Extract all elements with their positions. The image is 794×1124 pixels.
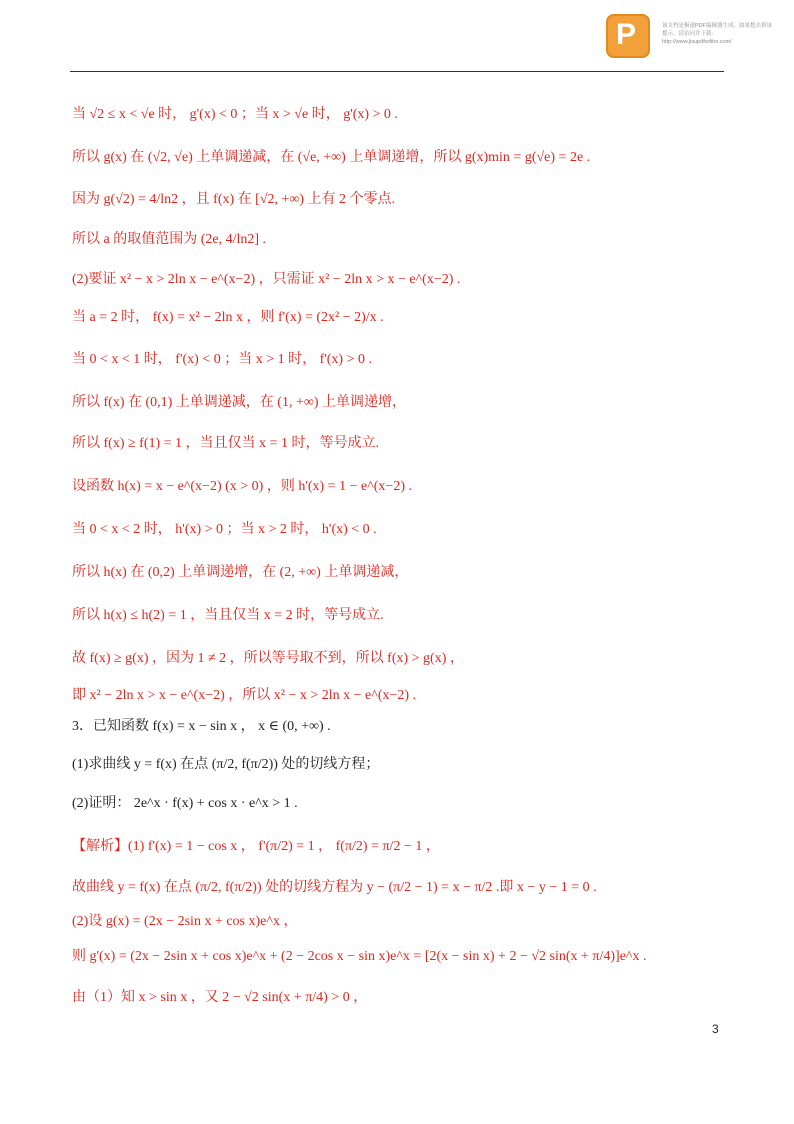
text-line: 由（1）知 x > sin x ，又 2 − √2 sin(x + π/4) > 0 ， — [72, 990, 368, 1005]
text-line: 当 0 < x < 2 时， h'(x) > 0 ；当 x > 2 时， h'(x) < 0 . — [72, 522, 377, 537]
header-divider — [70, 71, 724, 72]
text-line: 设函数 h(x) = x − e^(x−2) (x > 0) ，则 h'(x) = 1 − e^(x−2) . — [72, 479, 412, 494]
text-line: (1)求曲线 y = f(x) 在点 (π/2, f(π/2)) 处的切线方程； — [72, 757, 380, 772]
text-line: 【解析】(1) f'(x) = 1 − cos x ， f'(π/2) = 1 ， f(π/2) = π/2 − 1 ， — [72, 839, 440, 854]
pdf-editor-logo-icon — [606, 14, 650, 58]
text-line: 即 x² − 2ln x > x − e^(x−2) ，所以 x² − x > 2ln x − e^(x−2) . — [72, 688, 417, 703]
text-line: 所以 h(x) ≤ h(2) = 1 ，当且仅当 x = 2 时，等号成立. — [72, 608, 384, 623]
text-line: 则 g'(x) = (2x − 2sin x + cos x)e^x + (2 − 2cos x − sin x)e^x = [2(x − sin x) + 2 − √2 sin(x + π/4)]e^x . — [72, 949, 647, 964]
text-line: (2)证明： 2e^x · f(x) + cos x · e^x > 1 . — [72, 796, 298, 811]
page-header — [0, 0, 794, 80]
text-line: 故曲线 y = f(x) 在点 (π/2, f(π/2)) 处的切线方程为 y − (π/2 − 1) = x − π/2 .即 x − y − 1 = 0 . — [72, 880, 597, 895]
page-number: 3 — [712, 1022, 719, 1036]
text-line: (2)要证 x² − x > 2ln x − e^(x−2) ，只需证 x² − 2ln x > x − e^(x−2) . — [72, 272, 461, 287]
text-line: 所以 g(x) 在 (√2, √e) 上单调递减，在 (√e, +∞) 上单调递增，所以 g(x)min = g(√e) = 2e . — [72, 150, 591, 165]
text-line: 3．已知函数 f(x) = x − sin x ， x ∈ (0, +∞) . — [72, 719, 331, 734]
text-line: 故 f(x) ≥ g(x) ，因为 1 ≠ 2 ，所以等号取不到，所以 f(x) > g(x) ， — [72, 651, 464, 666]
text-line: 所以 f(x) ≥ f(1) = 1 ，当且仅当 x = 1 时，等号成立. — [72, 436, 379, 451]
text-line: 所以 f(x) 在 (0,1) 上单调递减，在 (1, +∞) 上单调递增， — [72, 395, 407, 410]
watermark-note: 该文档是极速PDF编辑器生成，如果想去掉该提示，请访问并下载：http://www.jisupdfeditor.com/ — [662, 23, 773, 45]
text-line: 当 √2 ≤ x < √e 时， g'(x) < 0 ；当 x > √e 时， g'(x) > 0 . — [72, 107, 398, 122]
text-line: 所以 a 的取值范围为 (2e, 4/ln2] . — [72, 232, 267, 247]
text-line: 当 a = 2 时， f(x) = x² − 2ln x ，则 f'(x) = (2x² − 2)/x . — [72, 310, 384, 325]
text-line: 因为 g(√2) = 4/ln2 ，且 f(x) 在 [√2, +∞) 上有 2 个零点. — [72, 192, 396, 207]
text-line: (2)设 g(x) = (2x − 2sin x + cos x)e^x ， — [72, 914, 298, 929]
text-line: 当 0 < x < 1 时， f'(x) < 0 ；当 x > 1 时， f'(x) > 0 . — [72, 352, 372, 367]
text-line: 所以 h(x) 在 (0,2) 上单调递增，在 (2, +∞) 上单调递减， — [72, 565, 409, 580]
logo-letter: P — [616, 18, 637, 51]
